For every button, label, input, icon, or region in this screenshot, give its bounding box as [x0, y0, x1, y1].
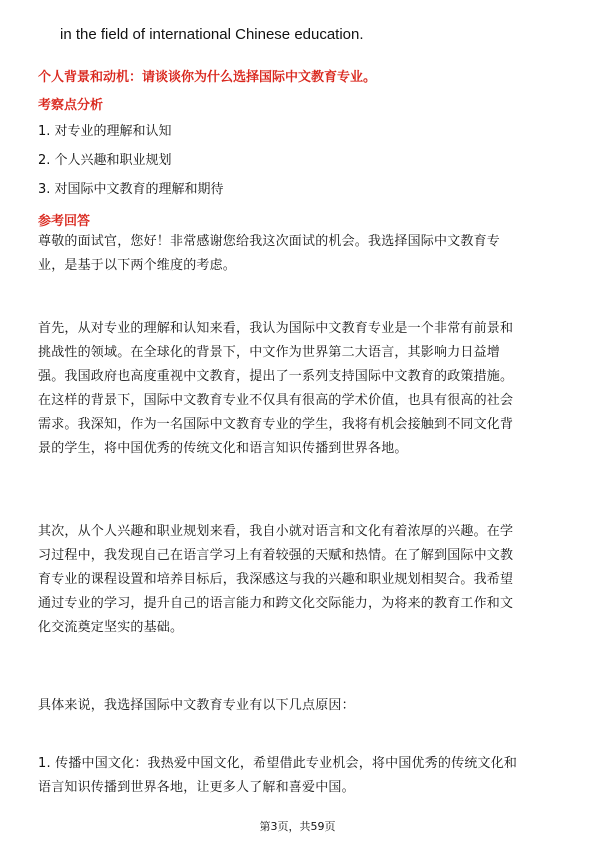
page-footer: 第3页，共59页 [259, 820, 336, 833]
answer-paragraph: 尊敬的面试官，您好！非常感谢您给我这次面试的机会。我选择国际中文教育专 业，是基于以下两个维度的考虑。 [38, 234, 501, 273]
analysis-item: 1. 对专业的理解和认知 [38, 124, 172, 139]
analysis-item: 2. 个人兴趣和职业规划 [38, 153, 172, 168]
answer-paragraph: 首先，从对专业的理解和认知来看，我认为国际中文教育专业是一个非常有前景和 挑战性的领域。在全球化的背景下，中文作为世界第二大语言，其影响力日益增 强。我国政府也高度重视中文教育，提出了一系列支持国际中文教育的政策措施。 在这样的背景下，国际中文教育专业不仅具有很高的学术价值，也具有很高的社会 需求。我深知，作为一名国际中文教育专业的学生，我将有机会接触到不同文化背 景的学生，将中国优秀的传统文化和语言知识传播到世界各地。 [38, 321, 514, 456]
answer-paragraph: 其次，从个人兴趣和职业规划来看，我自小就对语言和文化有着浓厚的兴趣。在学 习过程中，我发现自己在语言学习上有着较强的天赋和热情。在了解到国际中文教 育专业的课程设置和培养目标后，我深感这与我的兴趣和职业规划相契合。我希望 通过专业的学习，提升自己的语言能力和跨文化交际能力，为将来的教育工作和文 化交流奠定坚实的基础。 [38, 524, 514, 635]
continuation-text: in the field of international Chinese education. [60, 26, 364, 43]
question-heading: 个人背景和动机：请谈谈你为什么选择国际中文教育专业。 [38, 70, 377, 85]
analysis-item: 3. 对国际中文教育的理解和期待 [38, 182, 224, 197]
reference-heading: 参考回答 [38, 214, 91, 229]
answer-paragraph: 1. 传播中国文化：我热爱中国文化，希望借此专业机会，将中国优秀的传统文化和 语言知识传播到世界各地，让更多人了解和喜爱中国。 [38, 756, 518, 795]
answer-paragraph: 具体来说，我选择国际中文教育专业有以下几点原因： [38, 698, 355, 713]
analysis-heading: 考察点分析 [38, 98, 104, 113]
